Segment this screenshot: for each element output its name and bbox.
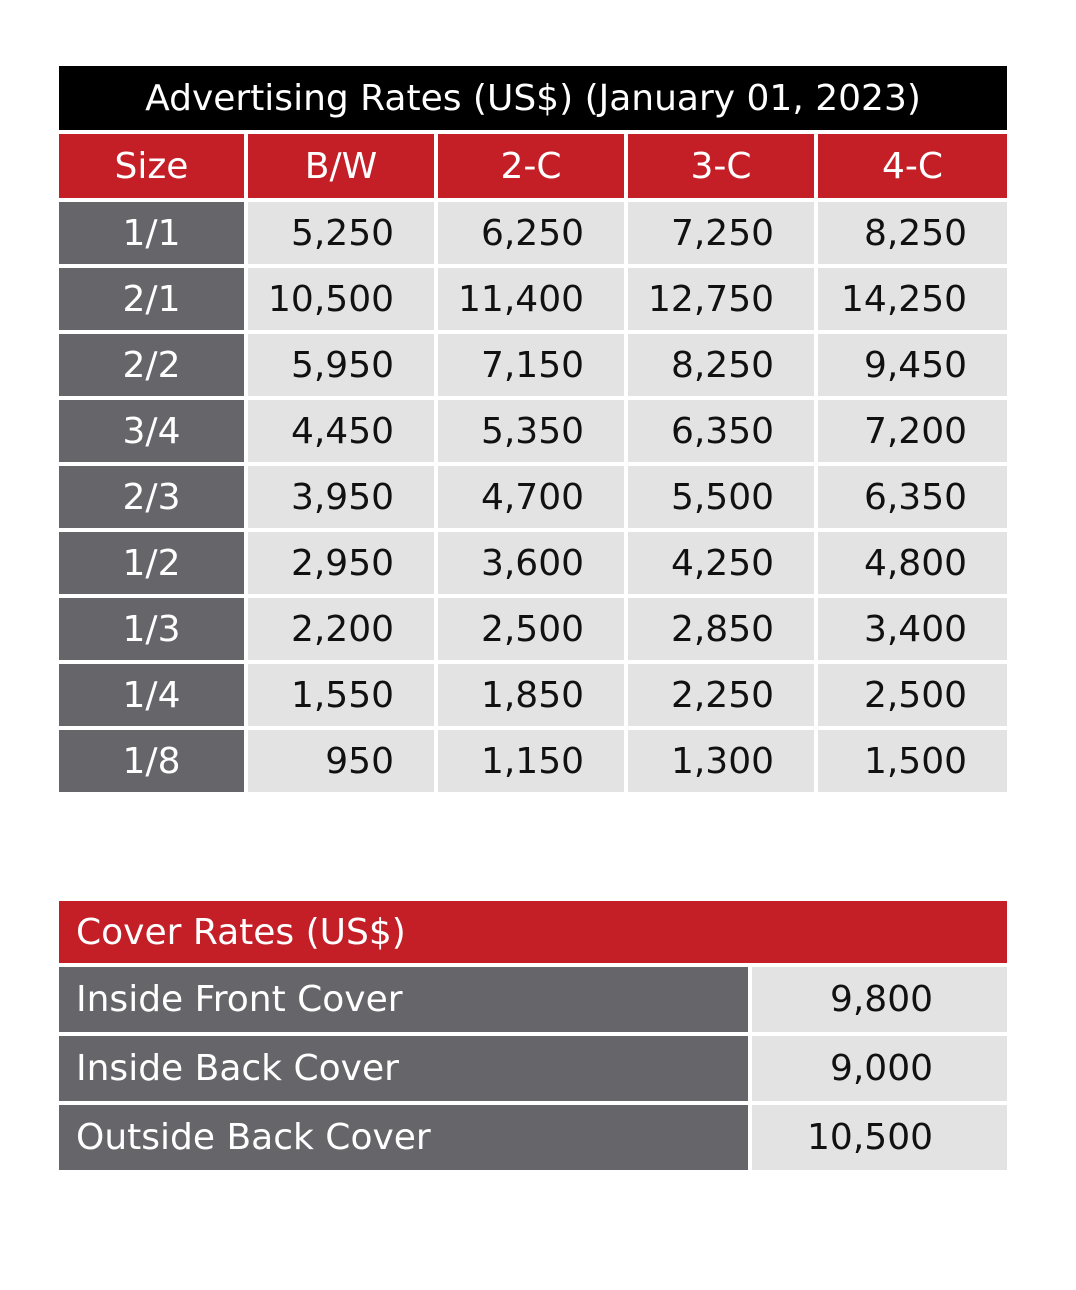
rate-cell: 4,250 — [628, 532, 818, 594]
rate-cell: 10,500 — [248, 268, 438, 330]
size-cell: 2/2 — [59, 334, 248, 396]
size-cell: 2/3 — [59, 466, 248, 528]
size-cell: 1/1 — [59, 202, 248, 264]
rate-cell: 3,400 — [818, 598, 1007, 660]
table-row — [59, 598, 1007, 664]
column-header-2c: 2-C — [438, 134, 628, 198]
rate-cell: 950 — [248, 730, 438, 792]
column-header-4c: 4-C — [818, 134, 1007, 198]
table-row — [59, 1105, 1007, 1170]
rate-cell: 12,750 — [628, 268, 818, 330]
rate-cell: 1,850 — [438, 664, 628, 726]
rate-cell: 3,950 — [248, 466, 438, 528]
rate-cell: 1,300 — [628, 730, 818, 792]
rate-cell: 1,500 — [818, 730, 1007, 792]
size-cell: 1/2 — [59, 532, 248, 594]
table-row — [59, 967, 1007, 1036]
rate-cell: 1,550 — [248, 664, 438, 726]
cover-value: 9,000 — [752, 1036, 1007, 1101]
table-row — [59, 202, 1007, 268]
rate-cell: 7,250 — [628, 202, 818, 264]
rate-cell: 6,350 — [818, 466, 1007, 528]
table-row — [59, 1036, 1007, 1105]
rates-title: Advertising Rates (US$) (January 01, 2023) — [59, 66, 1007, 134]
rate-cell: 2,500 — [438, 598, 628, 660]
table-row — [59, 334, 1007, 400]
advertising-rates-table — [59, 66, 1007, 792]
size-cell: 1/8 — [59, 730, 248, 792]
rate-cell: 2,950 — [248, 532, 438, 594]
size-cell: 3/4 — [59, 400, 248, 462]
rate-cell: 11,400 — [438, 268, 628, 330]
cover-label: Inside Front Cover — [59, 967, 752, 1032]
rate-cell: 2,850 — [628, 598, 818, 660]
size-cell: 2/1 — [59, 268, 248, 330]
cover-rates-title: Cover Rates (US$) — [59, 901, 1007, 967]
size-cell: 1/3 — [59, 598, 248, 660]
table-row — [59, 730, 1007, 792]
column-header-bw: B/W — [248, 134, 438, 198]
cover-label: Inside Back Cover — [59, 1036, 752, 1101]
table-row — [59, 268, 1007, 334]
rate-cell: 8,250 — [818, 202, 1007, 264]
table-header-row — [59, 134, 1007, 202]
column-header-size: Size — [59, 134, 248, 198]
table-row — [59, 400, 1007, 466]
rate-cell: 2,200 — [248, 598, 438, 660]
rate-cell: 5,250 — [248, 202, 438, 264]
rate-cell: 1,150 — [438, 730, 628, 792]
rate-cell: 3,600 — [438, 532, 628, 594]
rate-cell: 9,450 — [818, 334, 1007, 396]
size-cell: 1/4 — [59, 664, 248, 726]
rate-cell: 2,250 — [628, 664, 818, 726]
cover-value: 9,800 — [752, 967, 1007, 1032]
cover-rates-table — [59, 901, 1007, 1170]
rate-cell: 4,700 — [438, 466, 628, 528]
column-header-3c: 3-C — [628, 134, 818, 198]
rate-cell: 4,450 — [248, 400, 438, 462]
rate-cell: 5,500 — [628, 466, 818, 528]
rate-cell: 2,500 — [818, 664, 1007, 726]
rate-cell: 7,150 — [438, 334, 628, 396]
rate-cell: 7,200 — [818, 400, 1007, 462]
rate-cell: 5,350 — [438, 400, 628, 462]
rate-cell: 4,800 — [818, 532, 1007, 594]
cover-value: 10,500 — [752, 1105, 1007, 1170]
table-row — [59, 466, 1007, 532]
rate-cell: 8,250 — [628, 334, 818, 396]
rate-cell: 5,950 — [248, 334, 438, 396]
cover-label: Outside Back Cover — [59, 1105, 752, 1170]
rate-cell: 14,250 — [818, 268, 1007, 330]
rate-cell: 6,350 — [628, 400, 818, 462]
table-row — [59, 532, 1007, 598]
table-row — [59, 664, 1007, 730]
rate-cell: 6,250 — [438, 202, 628, 264]
